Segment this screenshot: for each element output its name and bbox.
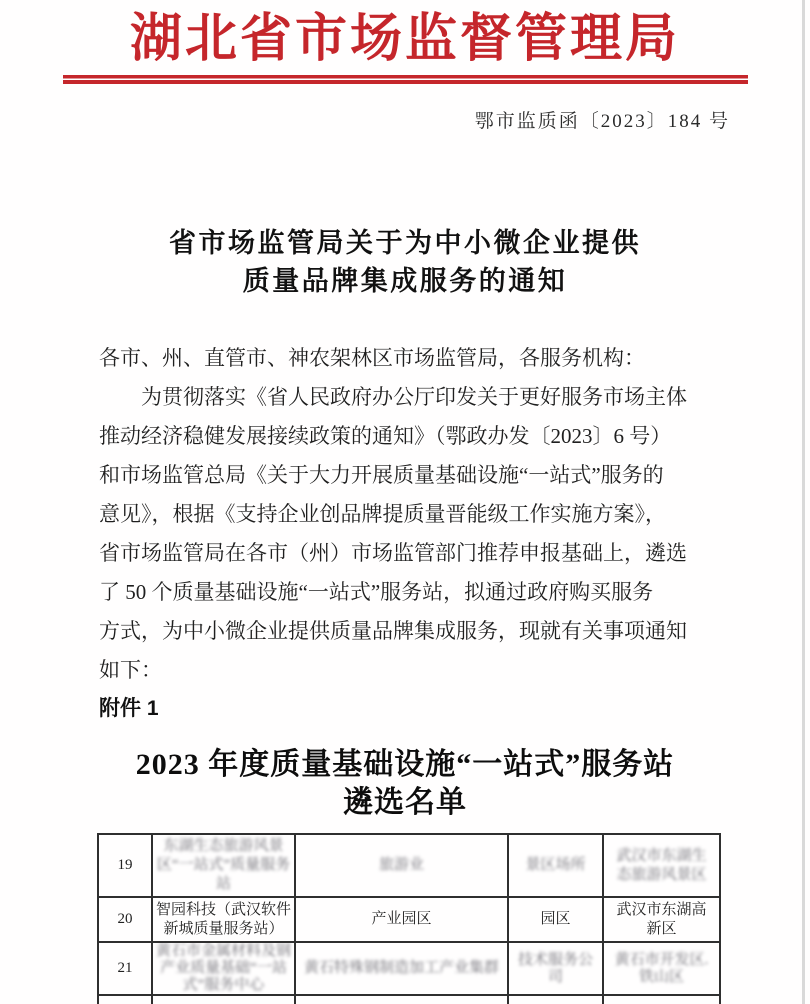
station-name-cell: 智园科技（武汉软件新城质量服务站） xyxy=(152,897,295,942)
seq-cell: 19 xyxy=(98,834,152,897)
body-line: 和市场监管总局《关于大力开展质量基础设施“一站式”服务的 xyxy=(99,463,664,487)
attachment-title-line1: 2023 年度质量基础设施“一站式”服务站 xyxy=(135,748,675,781)
body-line: 如下： xyxy=(99,658,162,682)
table-row xyxy=(98,942,720,995)
notice-title-line1: 省市场监管局关于为中小微企业提供 xyxy=(169,228,641,258)
selection-table xyxy=(97,833,721,1004)
body-line: 了 50 个质量基础设施“一站式”服务站，拟通过政府购买服务 xyxy=(99,580,654,604)
table-row xyxy=(98,834,720,897)
header-red-divider xyxy=(63,75,748,84)
body-line: 方式，为中小微企业提供质量品牌集成服务，现就有关事项通知 xyxy=(99,619,687,643)
industry-cell: 黄石特殊钢制造加工产业集群 xyxy=(295,942,508,995)
page-edge-line xyxy=(802,0,805,1004)
attachment-title xyxy=(0,746,810,822)
station-name-cell: 黄石市金属材料及钢产业质量基础“一站式”服务中心 xyxy=(152,942,295,995)
attachment-label: 附件 1 xyxy=(99,697,159,720)
region-cell: 武汉市东湖生态旅游风景区 xyxy=(603,834,720,897)
org-header-title: 湖北省市场监督管理局 xyxy=(129,11,680,68)
body-line: 省市场监管局在各市（州）市场监管部门推荐申报基础上，遴选 xyxy=(99,541,687,565)
type-cell: 园区 xyxy=(508,897,603,942)
notice-title-line2: 质量品牌集成服务的通知 xyxy=(242,266,568,296)
body-line: 为贯彻落实《省人民政府办公厅印发关于更好服务市场主体 xyxy=(99,385,687,409)
body-line: 推动经济稳健发展接续政策的通知》（鄂政办发〔2023〕6 号） xyxy=(99,424,672,448)
seq-cell: 21 xyxy=(98,942,152,995)
doc-number: 鄂市监质函〔2023〕184 号 xyxy=(474,111,730,132)
industry-cell: 旅游业 xyxy=(295,834,508,897)
type-cell: 技术服务公司 xyxy=(508,942,603,995)
body-line: 意见》，根据《支持企业创品牌提质量晋能级工作实施方案》， xyxy=(99,502,666,526)
region-cell: 武汉市东湖高新区 xyxy=(603,897,720,942)
body-paragraph xyxy=(99,339,717,690)
seq-cell: 20 xyxy=(98,897,152,942)
table-row xyxy=(98,897,720,942)
industry-cell: 产业园区 xyxy=(295,897,508,942)
station-name-cell: 东湖生态旅游风景区“一站式”质量服务站 xyxy=(152,834,295,897)
salutation-line: 各市、州、直管市、神农架林区市场监管局，各服务机构： xyxy=(99,346,645,370)
attachment-title-line2: 遴选名单 xyxy=(343,786,467,819)
type-cell: 景区场所 xyxy=(508,834,603,897)
region-cell: 黄石市开发区.铁山区 xyxy=(603,942,720,995)
table-row-cutoff xyxy=(98,995,720,1004)
notice-title xyxy=(0,224,810,300)
